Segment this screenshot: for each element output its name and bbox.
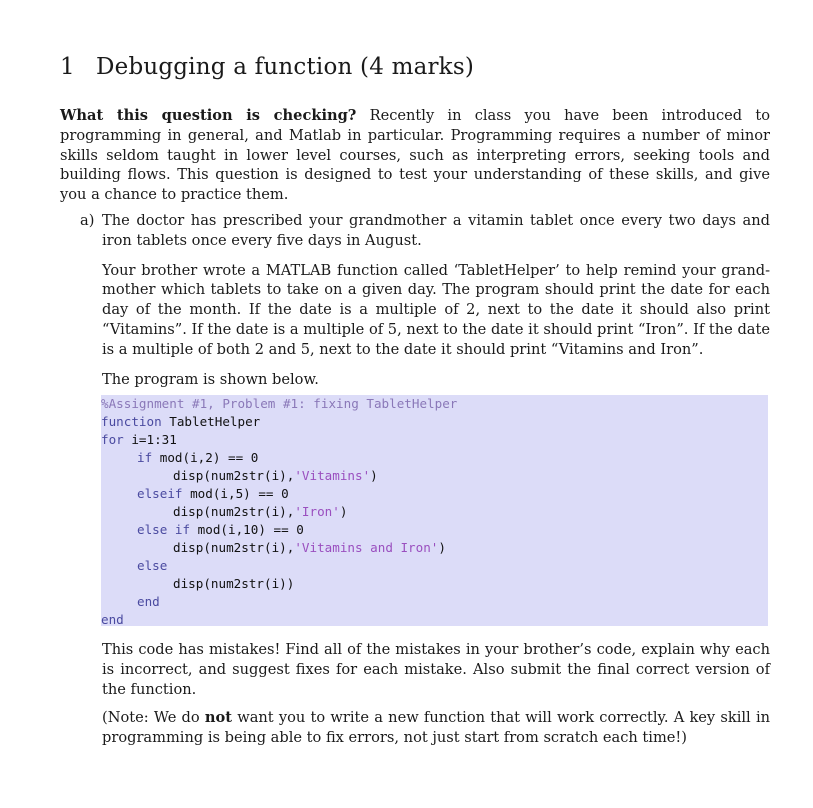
code-line-3: for i=1:31 [101, 432, 177, 447]
note-paragraph: (Note: We do not want you to write a new function that will work correctly. A key skill in programming is being able to fix errors, not just start from scratch each time!) [102, 709, 771, 747]
section-number: 1 [60, 54, 75, 80]
section-title: Debugging a function (4 marks) [96, 54, 474, 80]
code-line-8: else if mod(i,10) == 0 [137, 522, 304, 537]
code-line-10: else [137, 558, 168, 573]
code-listing [101, 395, 768, 626]
part-a-label: a) [80, 212, 95, 229]
code-line-4: if mod(i,2) == 0 [137, 450, 259, 465]
part-a-para-1: The doctor has prescribed your grandmother a vitamin tablet once every two days and iron tablets once every five days in August. [102, 212, 770, 249]
intro-paragraph [60, 106, 770, 205]
task-paragraph: This code has mistakes! Find all of the mistakes in your brother’s code, explain why each is incorrect, and suggest fixes for each mistake. Also submit the final correct version of the function. [102, 641, 770, 698]
part-a-para-3: The program is shown below. [102, 370, 319, 388]
after-code [102, 640, 770, 757]
code-line-1: %Assignment #1, Problem #1: fixing TabletHelper [101, 396, 458, 411]
code-line-6: elseif mod(i,5) == 0 [137, 486, 289, 501]
code-line-11: disp(num2str(i)) [173, 576, 295, 591]
code-line-5: disp(num2str(i),'Vitamins') [173, 468, 378, 483]
section-heading [60, 54, 474, 80]
intro-lead: What this question is checking? [60, 107, 357, 124]
code-line-2: function TabletHelper [101, 414, 261, 429]
part-a-para-2: Your brother wrote a MATLAB function called ‘TabletHelper’ to help remind your grandmother which tablets to take on a given day. The program should print the date for each day of the month. If the date is a multiple of 2, next to the date it should also print “Vitamins”. If the date is a multiple of 5, next to the date it should print “Iron”. If the date is a multiple of both 2 and 5, next to the date it should print “Vitamins and Iron”. [102, 261, 770, 358]
code-line-9: disp(num2str(i),'Vitamins and Iron') [173, 540, 446, 555]
code-line-12: end [137, 594, 160, 609]
code-line-13: end [101, 612, 124, 627]
part-a [80, 211, 770, 399]
note-bold: not [204, 709, 232, 727]
intro-text: Recently in class you have been introduced to programming in general, and Matlab in particular. Programming requires a number of minor skills seldom taught in lower level courses, such as interpreting errors, seeking tools and building flows. This question is designed to test your understanding of these skills, and give you a chance to practice them. [60, 107, 770, 204]
code-line-7: disp(num2str(i),'Iron') [173, 504, 348, 519]
